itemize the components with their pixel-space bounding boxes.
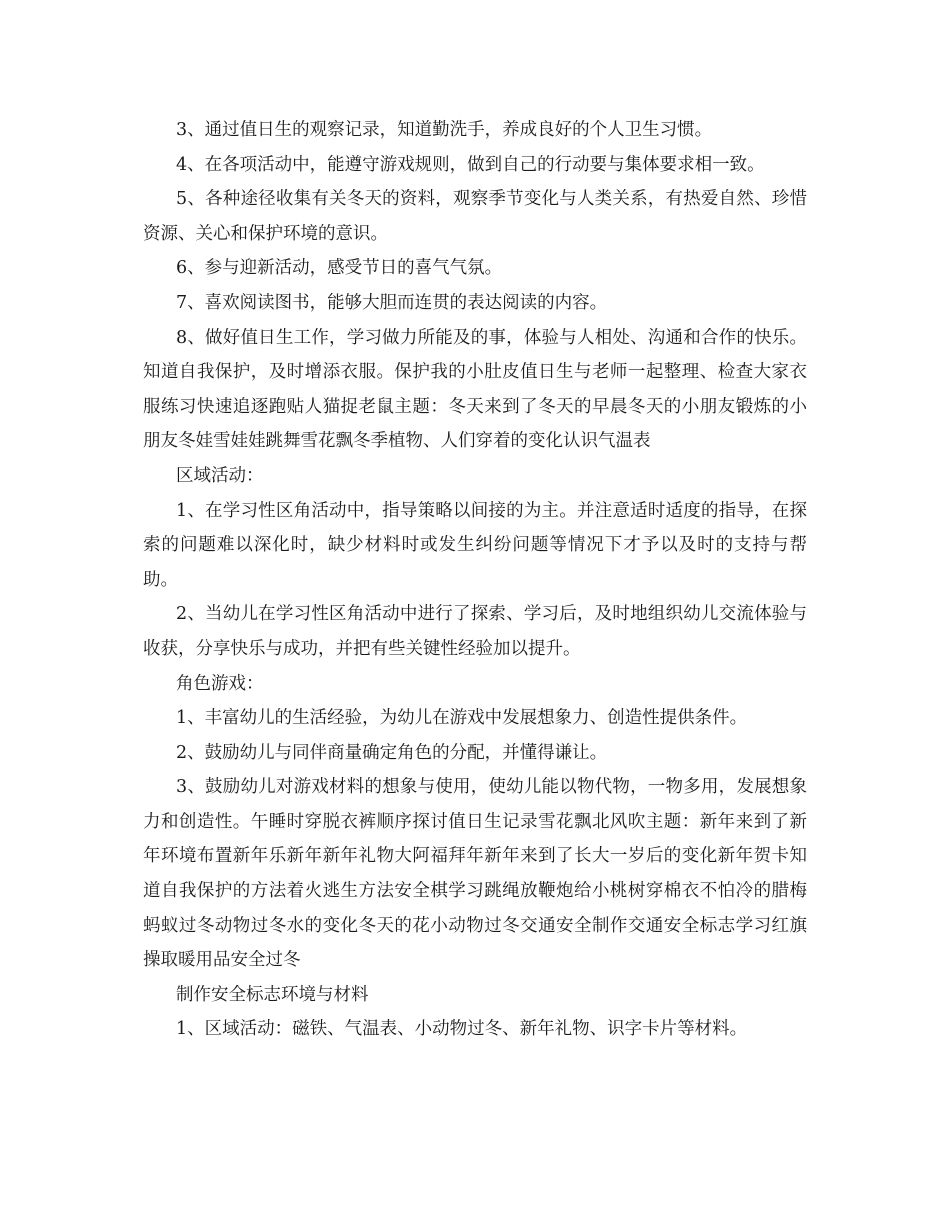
paragraph-role-assignment: 2、鼓励幼儿与同伴商量确定角色的分配，并懂得谦让。: [176, 742, 608, 763]
paragraph-area-sharing: 2、当幼儿在学习性区角活动中进行了探索、学习后，及时地组织幼儿交流体验与收获，分享快乐与成功，并把有些关键性经验加以提升。: [143, 604, 807, 659]
paragraph-area-materials: 1、区域活动：磁铁、气温表、小动物过冬、新年礼物、识字卡片等材料。: [176, 1019, 748, 1040]
paragraph-duty-work: 8、做好值日生工作，学习做力所能及的事，体验与人相处、沟通和合作的快乐。知道自我保护，及时增添衣服。保护我的小肚皮值日生与老师一起整理、检查大家衣服练习快速追逐跑贴人猫捉老鼠主题：冬天来到了冬天的早晨冬天的小朋友锻炼的小朋友冬娃雪娃娃跳舞雪花飘冬季植物、人们穿着的变化认识气温表: [143, 327, 807, 452]
heading-safety-signs: 制作安全标志环境与材料: [176, 984, 369, 1005]
paragraph-hygiene-habit: 3、通过值日生的观察记录，知道勤洗手，养成良好的个人卫生习惯。: [176, 120, 713, 140]
paragraph-winter-materials: 5、各种途径收集有关冬天的资料，观察季节变化与人类关系，有热爱自然、珍惜资源、关心和保护环境的意识。: [143, 189, 807, 244]
heading-area-activity: 区域活动：: [176, 465, 264, 486]
document-body: [143, 113, 807, 1047]
paragraph-life-experience: 1、丰富幼儿的生活经验，为幼儿在游戏中发展想象力、创造性提供条件。: [176, 708, 748, 729]
heading-role-play: 角色游戏：: [176, 673, 264, 694]
paragraph-game-materials: 3、鼓励幼儿对游戏材料的想象与使用，使幼儿能以物代物，一物多用，发展想象力和创造性。午睡时穿脱衣裤顺序探讨值日生记录雪花飘北风吹主题：新年来到了新年环境布置新年乐新年新年礼物大阿福拜年新年来到了长大一岁后的变化新年贺卡知道自我保护的方法着火逃生方法安全棋学习跳绳放鞭炮给小桃树穿棉衣不怕冷的腊梅蚂蚁过冬动物过冬水的变化冬天的花小动物过冬交通安全制作交通安全标志学习红旗操取暖用品安全过冬: [143, 777, 807, 971]
paragraph-new-year-activity: 6、参与迎新活动，感受节日的喜气气氛。: [176, 258, 503, 279]
paragraph-reading: 7、喜欢阅读图书，能够大胆而连贯的表达阅读的内容。: [176, 292, 608, 313]
paragraph-area-guidance: 1、在学习性区角活动中，指导策略以间接的为主。并注意适时适度的指导，在探索的问题难以深化时，缺少材料时或发生纠纷问题等情况下才予以及时的支持与帮助。: [143, 500, 807, 590]
paragraph-game-rules: 4、在各项活动中，能遵守游戏规则，做到自己的行动要与集体要求相一致。: [176, 154, 765, 175]
